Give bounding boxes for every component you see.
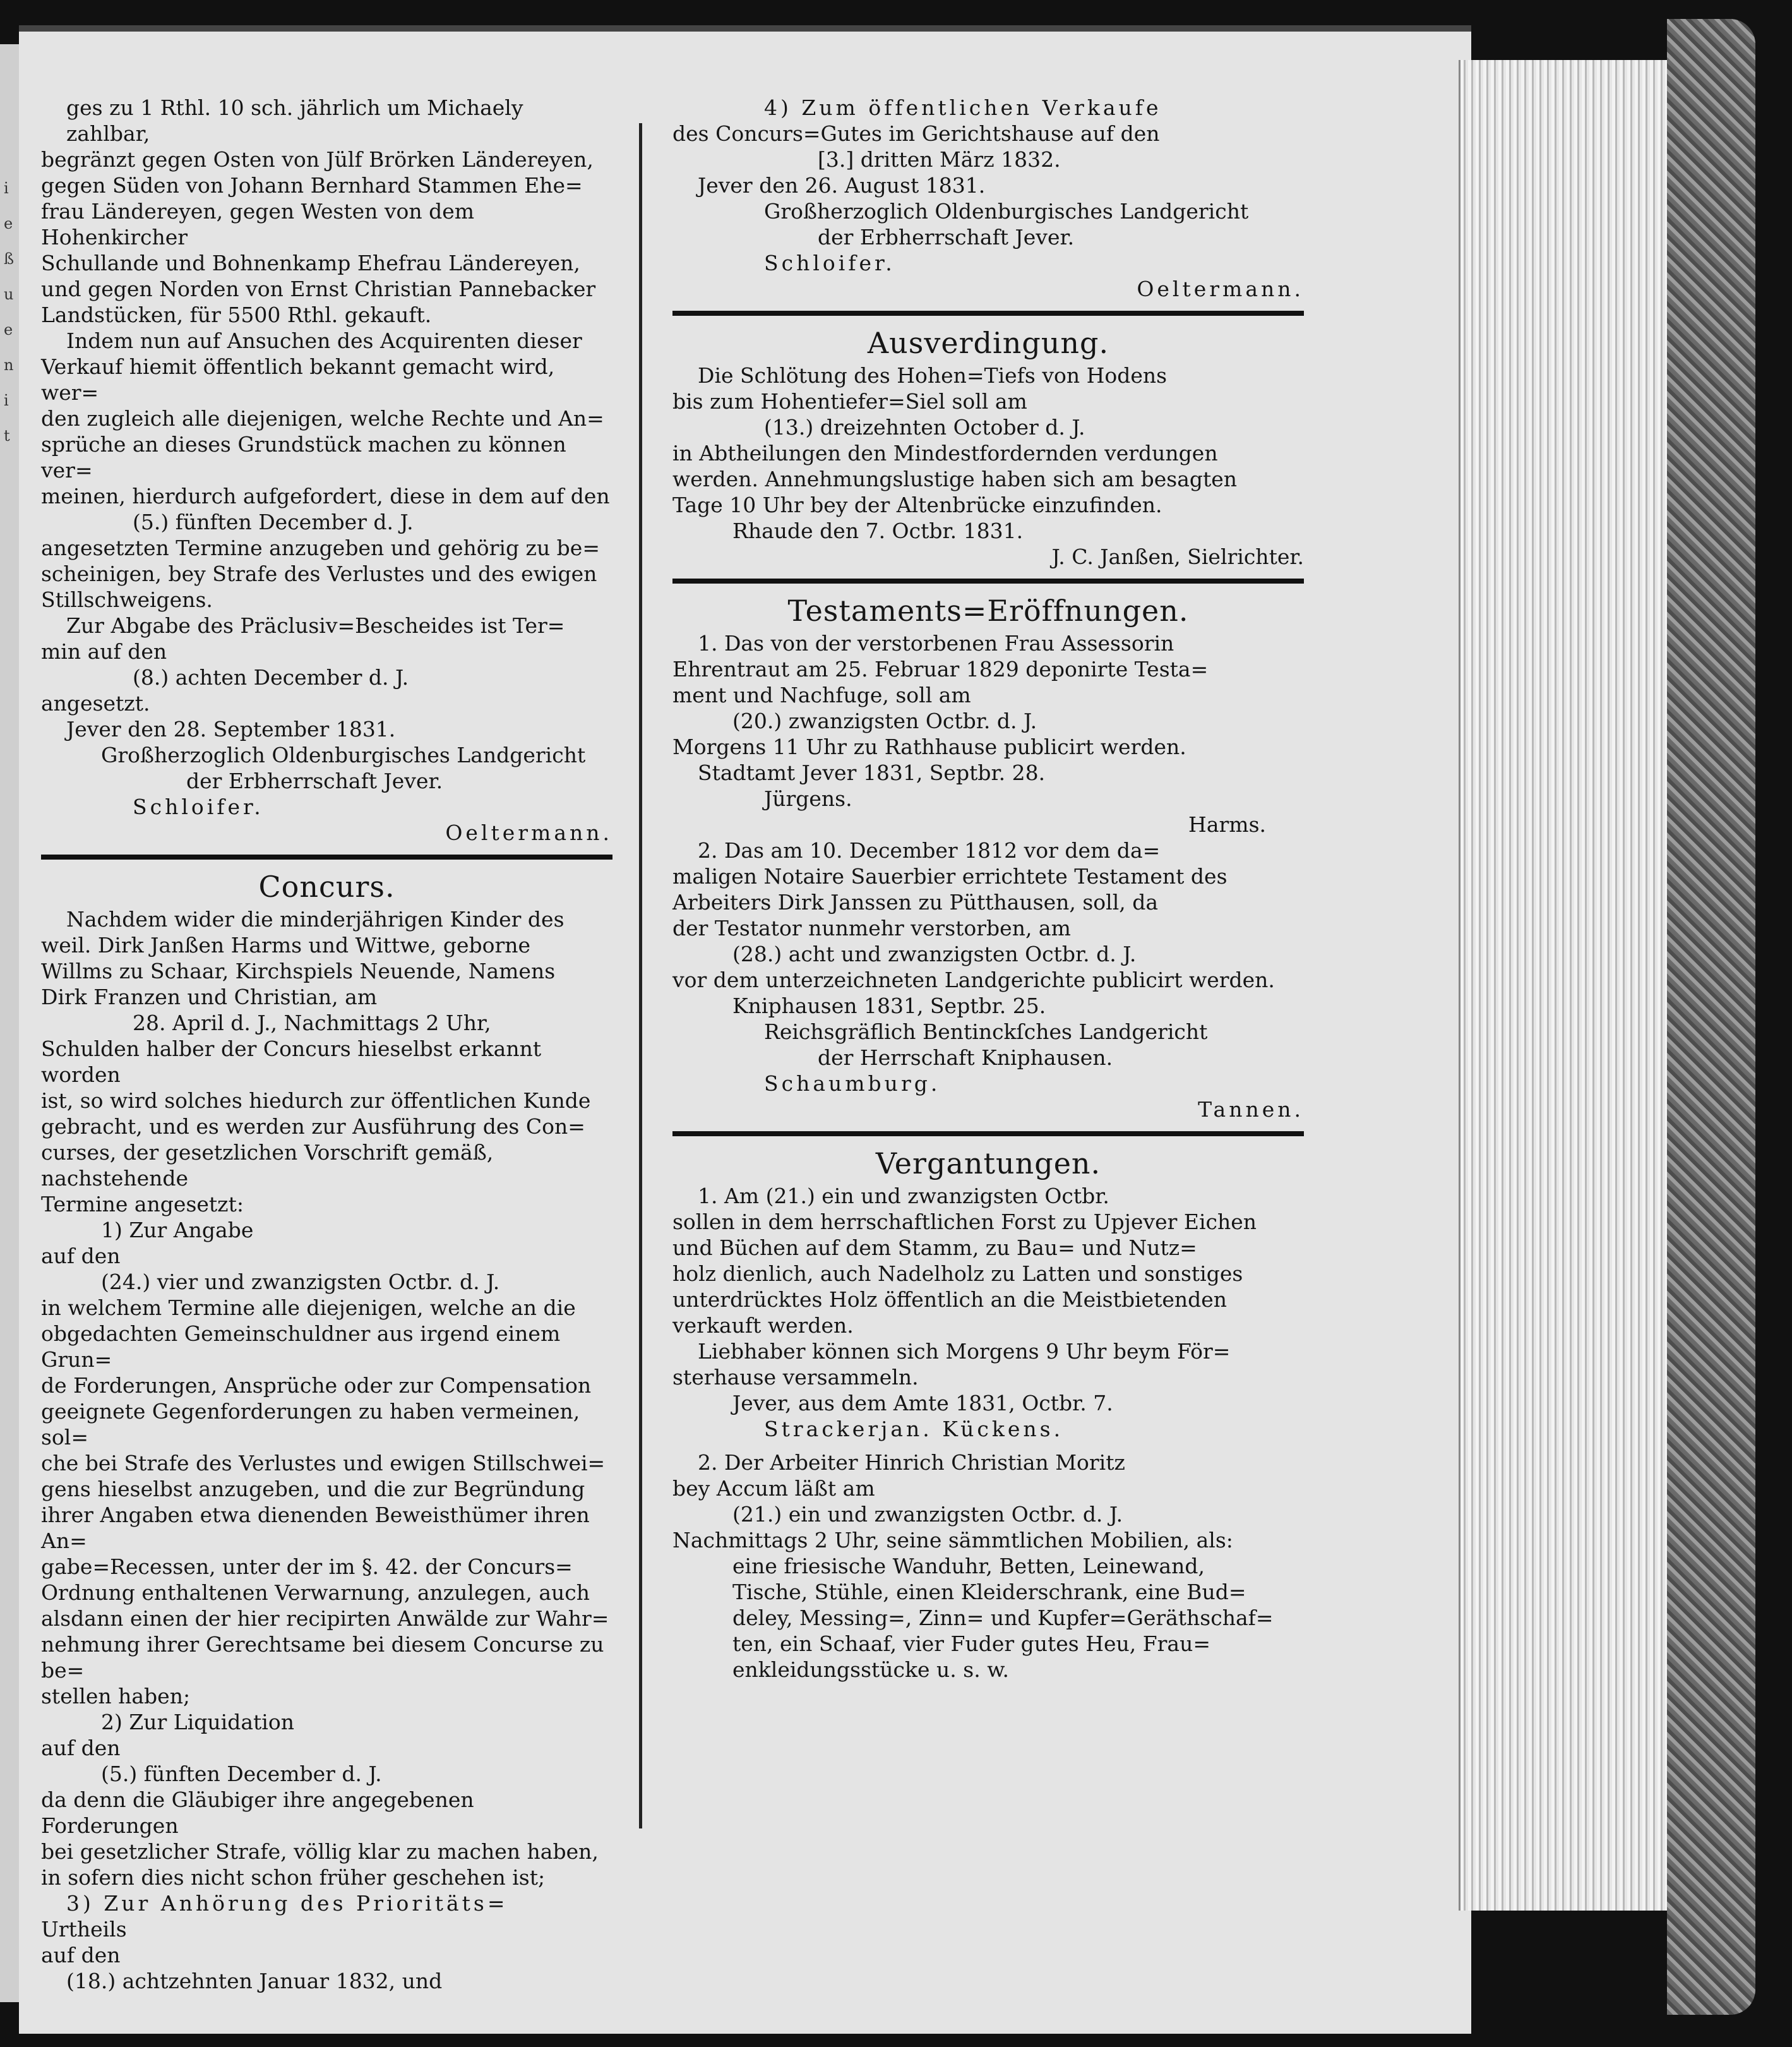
text-line: 1. Am (21.) ein und zwanzigsten Octbr. <box>698 1184 1109 1208</box>
text-line: auf den <box>41 1943 121 1967</box>
text-line: Schulden halber der Concurs hieselbst erkannt worden <box>41 1036 542 1087</box>
date-line: 28. April d. J., Nachmittags 2 Uhr, <box>133 1011 491 1035</box>
text-line: bei gesetzlicher Strafe, völlig klar zu machen haben, <box>41 1839 599 1864</box>
text-line: Zur Abgabe des Präclusiv=Bescheides ist Ter= <box>66 613 565 638</box>
text-line: Dirk Franzen und Christian, am <box>41 985 378 1009</box>
term-heading: 4) Zum öffentlichen Verkaufe <box>764 95 1162 120</box>
term-heading: 3) Zur Anhörung des Prioritäts= <box>66 1891 508 1916</box>
text-line: 1. Das von der verstorbenen Frau Assessorin <box>698 631 1174 656</box>
text-line: eine friesische Wanduhr, Betten, Leinewand, <box>732 1554 1205 1578</box>
place-date-line: Kniphausen 1831, Septbr. 25. <box>732 993 1046 1018</box>
text-line: alsdann einen der hier recipirten Anwälde zur Wahr= <box>41 1606 609 1631</box>
text-line: Urtheils <box>41 1917 127 1942</box>
signature: Oeltermann. <box>1137 277 1304 301</box>
signature: Oeltermann. <box>445 820 612 845</box>
date-line: (18.) achtzehnten Januar 1832, und <box>66 1969 443 1993</box>
signature: J. C. Janßen, Sielrichter. <box>1051 544 1304 569</box>
date-line: (24.) vier und zwanzigsten Octbr. d. J. <box>101 1270 500 1294</box>
text-line: werden. Annehmungslustige haben sich am besagten <box>672 467 1238 491</box>
text-line: Liebhaber können sich Morgens 9 Uhr beym För= <box>698 1339 1231 1364</box>
text-line: auf den <box>41 1736 121 1760</box>
text-line: Ehrentraut am 25. Februar 1829 deponirte Testa= <box>672 657 1209 681</box>
section-rule <box>672 311 1304 316</box>
date-line: (21.) ein und zwanzigsten Octbr. d. J. <box>732 1502 1123 1527</box>
text-line: in Abtheilungen den Mindestfordernden verdungen <box>672 441 1218 465</box>
section-rule <box>672 579 1304 584</box>
text-line: stellen haben; <box>41 1684 191 1708</box>
text-line: scheinigen, bey Strafe des Verlustes und des ewigen <box>41 561 597 586</box>
text-line: min auf den <box>41 639 167 664</box>
previous-page-margin-text: i e ß u e n i t <box>4 179 15 445</box>
text-line: und Büchen auf dem Stamm, zu Bau= und Nutz= <box>672 1235 1197 1260</box>
text-line: angesetzten Termine anzugeben und gehörig zu be= <box>41 536 600 560</box>
section-heading-concurs: Concurs. <box>258 870 395 904</box>
place-date-line: Stadtamt Jever 1831, Septbr. 28. <box>698 760 1046 785</box>
signature: Jürgens. <box>764 786 852 811</box>
section-rule <box>672 1131 1304 1136</box>
text-line: gens hieselbst anzugeben, und die zur Begründung <box>41 1477 585 1501</box>
text-line: gabe=Recessen, unter der im §. 42. der Concurs= <box>41 1554 573 1579</box>
text-line: maligen Notaire Sauerbier errichtete Testament des <box>672 864 1228 889</box>
text-line: nehmung ihrer Gerechtsame bei diesem Concurse zu be= <box>41 1632 604 1683</box>
text-line: ges zu 1 Rthl. 10 sch. jährlich um Michaely <box>66 95 523 120</box>
text-line: bis zum Hohentiefer=Siel soll am <box>672 389 1027 414</box>
signature: Schloifer. <box>764 251 895 275</box>
page-edges <box>1459 60 1681 1911</box>
signature: Harms. <box>1188 812 1266 837</box>
spacer <box>672 1442 1304 1450</box>
court-line: Großherzoglich Oldenburgisches Landgericht <box>764 199 1249 224</box>
text-line: zahlbar, <box>66 121 150 146</box>
text-line: und gegen Norden von Ernst Christian Pannebacker <box>41 277 596 301</box>
place-date-line: Jever den 26. August 1831. <box>698 173 986 198</box>
signature: Schaumburg. <box>764 1071 941 1096</box>
section-rule <box>41 855 612 860</box>
signature: Strackerjan. Kückens. <box>764 1417 1064 1441</box>
date-line: (20.) zwanzigsten Octbr. d. J. <box>732 709 1037 733</box>
text-line: in sofern dies nicht schon früher geschehen ist; <box>41 1865 546 1890</box>
text-line: Morgens 11 Uhr zu Rathhause publicirt werden. <box>672 735 1186 759</box>
court-line: der Erbherrschaft Jever. <box>186 769 443 793</box>
text-line: verkauft werden. <box>672 1313 854 1338</box>
date-line: (13.) dreizehnten October d. J. <box>764 415 1085 440</box>
date-line: (5.) fünften December d. J. <box>133 510 414 534</box>
text-line: de Forderungen, Ansprüche oder zur Compensation <box>41 1373 592 1398</box>
text-line: Ordnung enthaltenen Verwarnung, anzulegen, auch <box>41 1580 590 1605</box>
court-line: Großherzoglich Oldenburgisches Landgericht <box>101 743 586 767</box>
text-line: Nachmittags 2 Uhr, seine sämmtlichen Mobilien, als: <box>672 1528 1233 1552</box>
text-line: angesetzt. <box>41 691 150 716</box>
text-line: auf den <box>41 1244 121 1268</box>
term-heading: 1) Zur Angabe <box>101 1218 254 1242</box>
text-line: 2. Das am 10. December 1812 vor dem da= <box>698 838 1161 863</box>
text-line: 2. Der Arbeiter Hinrich Christian Moritz <box>698 1450 1125 1475</box>
left-column <box>41 95 612 1994</box>
text-line: Schullande und Bohnenkamp Ehefrau Ländereyen, <box>41 251 580 275</box>
text-line: in welchem Termine alle diejenigen, welche an die <box>41 1295 576 1320</box>
column-divider <box>639 123 642 1828</box>
date-line: [3.] dritten März 1832. <box>818 147 1061 172</box>
text-line: ment und Nachfuge, soll am <box>672 683 971 707</box>
text-line: geeignete Gegenforderungen zu haben vermeinen, sol= <box>41 1399 580 1450</box>
text-line: bey Accum läßt am <box>672 1476 875 1501</box>
text-line: sterhause versammeln. <box>672 1365 919 1390</box>
text-line: curses, der gesetzlichen Vorschrift gemäß, nachstehende <box>41 1140 494 1191</box>
text-line: ten, ein Schaaf, vier Fuder gutes Heu, Frau= <box>732 1631 1211 1656</box>
court-line: Reichsgräflich Bentinckſches Landgericht <box>764 1019 1208 1044</box>
place-date-line: Jever den 28. September 1831. <box>66 717 396 741</box>
text-line: sprüche an dieses Grundstück machen zu können ver= <box>41 432 566 483</box>
section-heading-ausverdingung: Ausverdingung. <box>867 326 1109 360</box>
text-line: des Concurs=Gutes im Gerichtshause auf den <box>672 121 1160 146</box>
text-line: enkleidungsstücke u. s. w. <box>732 1657 1010 1682</box>
signature: Tannen. <box>1198 1097 1304 1122</box>
court-line: der Herrschaft Kniphausen. <box>818 1045 1113 1070</box>
text-line: Nachdem wider die minderjährigen Kinder des <box>66 907 564 932</box>
text-line: Tische, Stühle, einen Kleiderschrank, eine Bud= <box>732 1580 1246 1604</box>
text-line: deley, Messing=, Zinn= und Kupfer=Geräthschaf= <box>732 1606 1274 1630</box>
text-line: Termine angesetzt: <box>41 1192 244 1216</box>
text-line: den zugleich alle diejenigen, welche Rechte und An= <box>41 406 604 431</box>
text-line: ihrer Angaben etwa dienenden Beweisthümer ihren An= <box>41 1503 590 1553</box>
text-line: gegen Süden von Johann Bernhard Stammen Ehe= <box>41 173 583 198</box>
text-line: Indem nun auf Ansuchen des Acquirenten dieser <box>66 328 582 353</box>
text-line: frau Ländereyen, gegen Westen von dem Hohenkircher <box>41 199 475 249</box>
text-line: Landstücken, für 5500 Rthl. gekauft. <box>41 303 432 327</box>
text-line: che bei Strafe des Verlustes und ewigen Stillschwei= <box>41 1451 606 1475</box>
date-line: (28.) acht und zwanzigsten Octbr. d. J. <box>732 942 1137 966</box>
text-line: der Testator nunmehr verstorben, am <box>672 916 1071 940</box>
text-line: meinen, hierdurch aufgefordert, diese in dem auf den <box>41 484 610 508</box>
text-line: unterdrücktes Holz öffentlich an die Meistbietenden <box>672 1287 1228 1312</box>
text-line: Arbeiters Dirk Janssen zu Pütthausen, soll, da <box>672 890 1159 915</box>
text-line: sollen in dem herrschaftlichen Forst zu Upjever Eichen <box>672 1210 1257 1234</box>
text-line: holz dienlich, auch Nadelholz zu Latten und sonstiges <box>672 1261 1243 1286</box>
text-line: begränzt gegen Osten von Jülf Brörken Ländereyen, <box>41 147 594 172</box>
text-line: Stillschweigens. <box>41 587 213 612</box>
text-line: da denn die Gläubiger ihre angegebenen Forderungen <box>41 1787 474 1838</box>
section-heading-vergantungen: Vergantungen. <box>875 1146 1101 1180</box>
text-line: Verkauf hiemit öffentlich bekannt gemacht wird, wer= <box>41 354 555 405</box>
right-column <box>672 95 1304 1683</box>
text-line: ist, so wird solches hiedurch zur öffentlichen Kunde <box>41 1088 591 1113</box>
text-line: Willms zu Schaar, Kirchspiels Neuende, Namens <box>41 959 556 983</box>
text-line: gebracht, und es werden zur Ausführung des Con= <box>41 1114 585 1139</box>
book-cover <box>1667 19 1755 2015</box>
date-line: (8.) achten December d. J. <box>133 665 409 690</box>
section-heading-testaments: Testaments=Eröffnungen. <box>787 594 1189 628</box>
text-line: Tage 10 Uhr bey der Altenbrücke einzufinden. <box>672 493 1162 517</box>
court-line: der Erbherrschaft Jever. <box>818 225 1075 249</box>
text-line: Die Schlötung des Hohen=Tiefs von Hodens <box>698 363 1168 388</box>
text-line: obgedachten Gemeinschuldner aus irgend einem Grun= <box>41 1321 561 1372</box>
term-heading: 2) Zur Liquidation <box>101 1710 294 1734</box>
date-line: (5.) fünften December d. J. <box>101 1762 382 1786</box>
text-line: weil. Dirk Janßen Harms und Wittwe, geborne <box>41 933 531 957</box>
place-date-line: Jever, aus dem Amte 1831, Octbr. 7. <box>732 1391 1113 1415</box>
text-line: vor dem unterzeichneten Landgerichte publicirt werden. <box>672 968 1275 992</box>
signature: Schloifer. <box>133 795 264 819</box>
place-date-line: Rhaude den 7. Octbr. 1831. <box>732 519 1024 543</box>
